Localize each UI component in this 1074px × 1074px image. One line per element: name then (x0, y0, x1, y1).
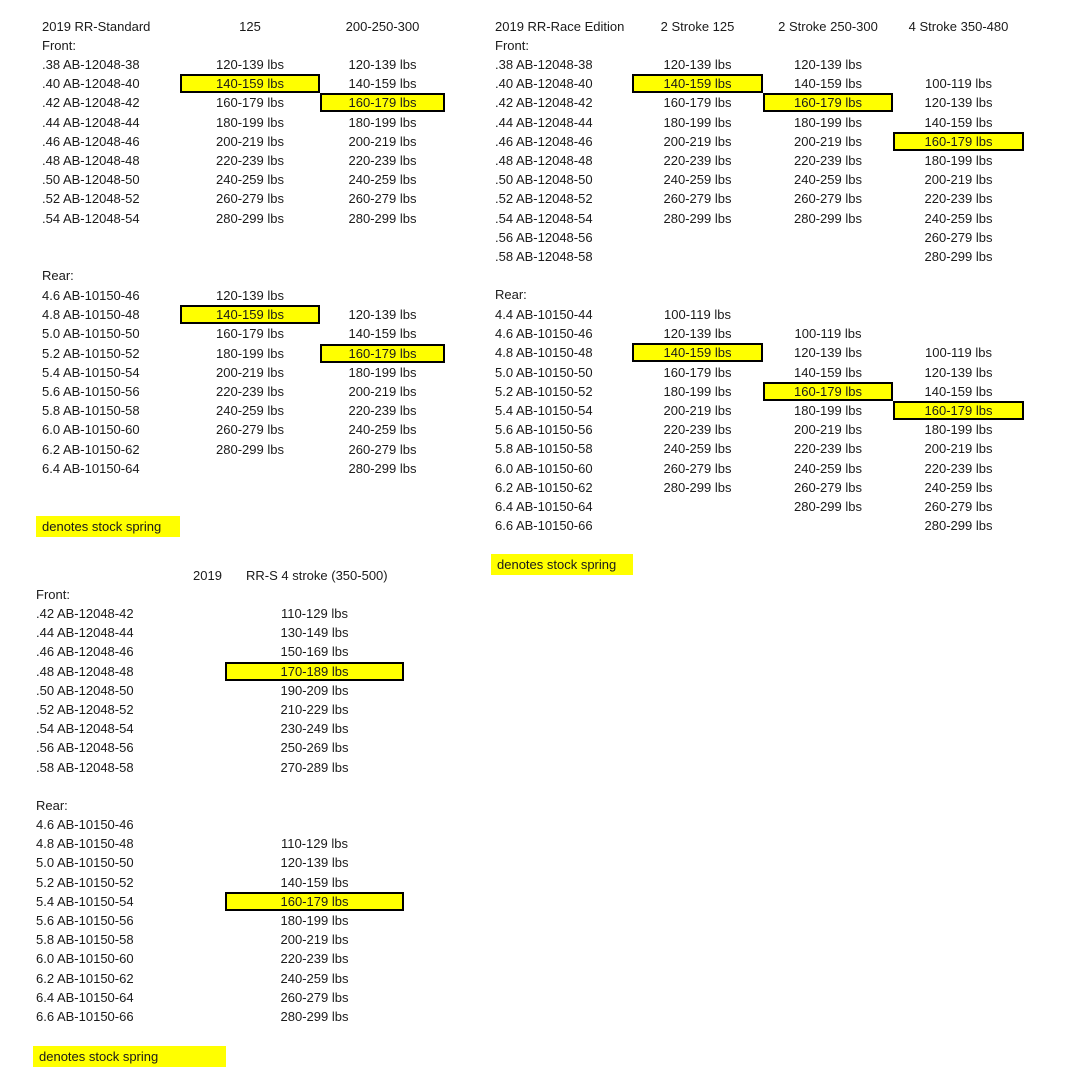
part-number: 4.8 AB-10150-48 (42, 307, 140, 323)
spring-rate-cell: 180-199 lbs (663, 114, 732, 130)
spring-rate-cell: 200-219 lbs (794, 422, 862, 438)
spring-rate-cell: 200-219 lbs (348, 133, 417, 149)
spring-rate-cell: 260-279 lbs (348, 441, 417, 457)
stock-spring-rate-cell: 160-179 lbs (893, 132, 1024, 151)
spring-rate-cell: 180-199 lbs (280, 913, 349, 928)
spring-rate-cell: 260-279 lbs (924, 229, 993, 245)
spring-rate-cell: 220-239 lbs (216, 153, 284, 168)
part-number: 6.0 AB-10150-60 (36, 951, 134, 967)
part-number: .54 AB-12048-54 (495, 210, 593, 226)
rrs-title-year: 2019 (193, 568, 222, 583)
rrs-rear-label: Rear: (36, 798, 68, 813)
spring-rate-cell: 180-199 lbs (216, 114, 284, 130)
part-number: 6.6 AB-10150-66 (36, 1009, 134, 1024)
spring-rate-cell: 240-259 lbs (348, 172, 417, 188)
spring-rate-cell: 120-139 lbs (794, 345, 862, 361)
spring-rate-cell: 110-129 lbs (281, 606, 348, 621)
spring-rate-cell: 180-199 lbs (348, 364, 417, 380)
standard-rear-label: Rear: (42, 268, 74, 283)
part-number: .52 AB-12048-52 (36, 702, 134, 717)
spring-rate-cell: 280-299 lbs (216, 441, 284, 457)
part-number: .48 AB-12048-48 (42, 153, 140, 168)
part-number: .38 AB-12048-38 (495, 57, 593, 72)
spring-rate-cell: 220-239 lbs (348, 403, 417, 419)
part-number: .56 AB-12048-56 (495, 229, 593, 245)
spring-rate-cell: 180-199 lbs (924, 153, 993, 168)
part-number: 6.0 AB-10150-60 (42, 422, 140, 438)
spring-rate-cell (180, 459, 320, 478)
spring-rate-cell (893, 305, 1024, 324)
spring-rate-cell: 240-259 lbs (663, 441, 732, 457)
spring-rate-cell: 280-299 lbs (794, 499, 862, 514)
spring-rate-cell (763, 228, 893, 247)
spring-rate-cell: 200-219 lbs (216, 133, 284, 149)
race-front-label: Front: (495, 38, 529, 53)
spring-rate-cell: 220-239 lbs (924, 191, 993, 207)
spring-rate-cell: 120-139 lbs (216, 57, 284, 72)
spring-rate-cell: 180-199 lbs (794, 114, 862, 130)
part-number: 5.8 AB-10150-58 (36, 932, 134, 948)
part-number: 5.6 AB-10150-56 (42, 384, 140, 399)
spring-rate-cell: 280-299 lbs (924, 518, 993, 534)
stock-spring-rate-cell: 160-179 lbs (320, 344, 445, 363)
spring-rate-cell (632, 247, 763, 266)
spring-rate-cell: 240-259 lbs (794, 460, 862, 476)
stock-spring-rate-cell: 160-179 lbs (763, 93, 893, 112)
spring-rate-cell (763, 305, 893, 324)
spring-rate-cell: 100-119 lbs (664, 307, 731, 322)
spring-rate-cell: 180-199 lbs (794, 403, 862, 418)
spring-rate-cell: 280-299 lbs (216, 210, 284, 226)
part-number: .52 AB-12048-52 (495, 191, 593, 207)
part-number: 6.4 AB-10150-64 (42, 460, 140, 476)
spring-rate-cell: 160-179 lbs (216, 326, 284, 342)
spring-rate-cell: 220-239 lbs (663, 422, 732, 438)
spring-rate-cell: 240-259 lbs (280, 970, 349, 986)
part-number: .38 AB-12048-38 (42, 57, 140, 72)
spring-rate-cell: 120-139 lbs (280, 855, 349, 871)
spring-rate-cell: 280-299 lbs (348, 210, 417, 226)
spring-rate-cell: 240-259 lbs (794, 172, 862, 188)
spring-rate-cell: 250-269 lbs (280, 740, 349, 756)
part-number: 6.2 AB-10150-62 (495, 479, 593, 495)
spring-rate-cell: 280-299 lbs (663, 210, 732, 226)
part-number: 4.4 AB-10150-44 (495, 307, 593, 322)
part-number: .40 AB-12048-40 (495, 76, 593, 92)
spring-rate-cell: 220-239 lbs (794, 153, 862, 168)
spring-rate-cell: 240-259 lbs (348, 422, 417, 438)
part-number: .46 AB-12048-46 (495, 133, 593, 149)
spring-rate-cell: 120-139 lbs (348, 57, 417, 72)
part-number: 5.4 AB-10150-54 (36, 893, 134, 909)
spring-rate-cell: 120-139 lbs (663, 326, 732, 342)
spring-rate-cell: 220-239 lbs (924, 460, 993, 476)
part-number: .44 AB-12048-44 (42, 114, 140, 130)
part-number: 5.2 AB-10150-52 (42, 345, 140, 361)
spring-rate-cell: 260-279 lbs (794, 191, 862, 207)
part-number: .46 AB-12048-46 (42, 133, 140, 149)
spring-rate-cell: 240-259 lbs (663, 172, 732, 188)
spring-rate-cell: 280-299 lbs (348, 460, 417, 476)
spring-rate-cell (763, 247, 893, 266)
spring-rate-cell: 200-219 lbs (924, 441, 993, 457)
part-number: .42 AB-12048-42 (495, 95, 593, 111)
spring-rate-cell: 140-159 lbs (794, 364, 862, 380)
part-number: .56 AB-12048-56 (36, 740, 134, 756)
spring-rate-cell: 140-159 lbs (348, 326, 417, 342)
spring-rate-cell: 240-259 lbs (216, 403, 284, 419)
spring-rate-cell: 140-159 lbs (924, 383, 993, 399)
spring-rate-cell (225, 815, 404, 834)
part-number: .44 AB-12048-44 (495, 114, 593, 130)
spring-rate-cell: 200-219 lbs (348, 384, 417, 399)
part-number: 5.0 AB-10150-50 (495, 364, 593, 380)
part-number: .58 AB-12048-58 (495, 249, 593, 264)
spring-rate-cell: 110-129 lbs (281, 836, 348, 852)
part-number: .54 AB-12048-54 (36, 721, 134, 737)
part-number: 6.6 AB-10150-66 (495, 518, 593, 534)
spring-rate-cell: 140-159 lbs (924, 114, 993, 130)
part-number: .48 AB-12048-48 (495, 153, 593, 168)
spring-rate-cell: 220-239 lbs (794, 441, 862, 457)
spring-rate-cell (893, 55, 1024, 74)
spring-rate-cell: 200-219 lbs (794, 133, 862, 149)
stock-spring-rate-cell: 140-159 lbs (180, 305, 320, 324)
spring-rate-cell: 180-199 lbs (216, 345, 284, 361)
race-col-2s125-header: 2 Stroke 125 (660, 19, 735, 34)
stock-spring-rate-cell: 140-159 lbs (180, 74, 320, 93)
spring-rate-cell: 120-139 lbs (216, 288, 284, 303)
spring-rate-cell: 100-119 lbs (925, 76, 992, 92)
stock-spring-rate-cell: 140-159 lbs (632, 343, 763, 362)
race-col-4s350-header: 4 Stroke 350-480 (908, 19, 1009, 34)
spring-rate-cell: 260-279 lbs (348, 191, 417, 207)
spring-rate-cell: 280-299 lbs (280, 1009, 349, 1024)
spring-rate-cell: 120-139 lbs (924, 95, 993, 111)
spring-rate-cell: 120-139 lbs (794, 57, 862, 72)
spring-rate-cell: 180-199 lbs (663, 383, 732, 399)
spring-rate-cell: 260-279 lbs (280, 989, 349, 1005)
part-number: .44 AB-12048-44 (36, 625, 134, 641)
stock-spring-rate-cell: 160-179 lbs (763, 382, 893, 401)
spring-rate-cell: 220-239 lbs (663, 153, 732, 168)
part-number: 6.2 AB-10150-62 (42, 441, 140, 457)
part-number: .40 AB-12048-40 (42, 76, 140, 92)
rrs-front-label: Front: (36, 587, 70, 602)
part-number: 5.6 AB-10150-56 (36, 913, 134, 928)
part-number: 4.8 AB-10150-48 (36, 836, 134, 852)
part-number: 6.4 AB-10150-64 (495, 499, 593, 514)
race-col-2s250-header: 2 Stroke 250-300 (778, 19, 878, 34)
spring-rate-cell: 230-249 lbs (280, 721, 349, 737)
part-number: 6.0 AB-10150-60 (495, 460, 593, 476)
part-number: .50 AB-12048-50 (36, 682, 134, 698)
spring-rate-cell: 260-279 lbs (663, 460, 732, 476)
part-number: 5.6 AB-10150-56 (495, 422, 593, 438)
stock-spring-rate-cell: 160-179 lbs (225, 892, 404, 911)
spring-rate-cell: 160-179 lbs (663, 95, 732, 111)
spring-rate-cell: 100-119 lbs (925, 345, 992, 361)
standard-col-125-header: 125 (239, 19, 261, 34)
spring-rate-cell: 160-179 lbs (216, 95, 284, 111)
spring-rate-cell: 200-219 lbs (663, 133, 732, 149)
spring-rate-cell: 280-299 lbs (924, 249, 993, 264)
spring-rate-cell (763, 516, 893, 535)
spring-rate-cell: 200-219 lbs (280, 932, 349, 948)
spring-rate-cell (320, 286, 445, 305)
part-number: .50 AB-12048-50 (42, 172, 140, 188)
part-number: 5.4 AB-10150-54 (42, 364, 140, 380)
part-number: 5.2 AB-10150-52 (495, 383, 593, 399)
spring-rate-cell (893, 324, 1024, 343)
spring-rate-cell: 240-259 lbs (924, 479, 993, 495)
standard-stock-legend: denotes stock spring (36, 516, 180, 537)
standard-front-label: Front: (42, 38, 76, 53)
spring-rate-cell: 120-139 lbs (924, 364, 993, 380)
rrs-title-model: RR-S 4 stroke (350-500) (246, 568, 388, 583)
spring-rate-cell: 260-279 lbs (794, 479, 862, 495)
spring-rate-cell: 280-299 lbs (794, 210, 862, 226)
spring-rate-cell: 120-139 lbs (348, 307, 417, 323)
stock-spring-rate-cell: 170-189 lbs (225, 662, 404, 681)
spring-rate-cell: 240-259 lbs (216, 172, 284, 188)
part-number: 6.4 AB-10150-64 (36, 989, 134, 1005)
part-number: .54 AB-12048-54 (42, 210, 140, 226)
standard-col-200-300-header: 200-250-300 (345, 19, 420, 34)
part-number: 5.4 AB-10150-54 (495, 403, 593, 418)
part-number: .50 AB-12048-50 (495, 172, 593, 188)
standard-title: 2019 RR-Standard (42, 19, 151, 34)
part-number: 4.8 AB-10150-48 (495, 345, 593, 361)
spring-rate-cell: 190-209 lbs (280, 682, 349, 698)
stock-spring-rate-cell: 140-159 lbs (632, 74, 763, 93)
part-number: .48 AB-12048-48 (36, 663, 134, 679)
spring-rate-cell: 150-169 lbs (280, 644, 349, 660)
spring-rate-cell: 200-219 lbs (663, 403, 732, 418)
spring-rate-cell: 220-239 lbs (348, 153, 417, 168)
part-number: .42 AB-12048-42 (42, 95, 140, 111)
spring-rate-cell: 240-259 lbs (924, 210, 993, 226)
spring-rate-cell: 180-199 lbs (348, 114, 417, 130)
part-number: .52 AB-12048-52 (42, 191, 140, 207)
part-number: .58 AB-12048-58 (36, 759, 134, 775)
race-title: 2019 RR-Race Edition (495, 19, 625, 34)
spring-rate-cell: 260-279 lbs (216, 422, 284, 438)
spring-rate-cell (632, 516, 763, 535)
part-number: 5.8 AB-10150-58 (495, 441, 593, 457)
stock-spring-rate-cell: 160-179 lbs (320, 93, 445, 112)
spring-rate-cell: 200-219 lbs (216, 364, 284, 380)
part-number: 5.2 AB-10150-52 (36, 874, 134, 890)
spring-rate-cell: 140-159 lbs (348, 76, 417, 92)
spring-rate-cell: 220-239 lbs (216, 384, 284, 399)
spring-rate-cell: 140-159 lbs (794, 76, 862, 92)
spring-rate-cell: 280-299 lbs (663, 479, 732, 495)
spring-rate-cell: 120-139 lbs (663, 57, 732, 72)
spring-rate-cell: 270-289 lbs (280, 759, 349, 775)
spring-rate-cell: 220-239 lbs (280, 951, 349, 967)
part-number: 5.8 AB-10150-58 (42, 403, 140, 419)
spring-rate-cell: 130-149 lbs (280, 625, 349, 641)
spring-rate-cell: 210-229 lbs (280, 702, 349, 717)
part-number: 5.0 AB-10150-50 (36, 855, 134, 871)
part-number: 5.0 AB-10150-50 (42, 326, 140, 342)
spring-rate-cell: 140-159 lbs (280, 874, 349, 890)
part-number: 4.6 AB-10150-46 (495, 326, 593, 342)
spring-rate-cell: 180-199 lbs (924, 422, 993, 438)
part-number: 4.6 AB-10150-46 (36, 817, 134, 832)
part-number: .42 AB-12048-42 (36, 606, 134, 621)
spring-rate-cell (632, 228, 763, 247)
spring-rate-cell: 100-119 lbs (794, 326, 862, 342)
rrs-stock-legend: denotes stock spring (33, 1046, 226, 1067)
stock-spring-rate-cell: 160-179 lbs (893, 401, 1024, 420)
spring-rate-cell (632, 497, 763, 516)
spring-rate-cell: 200-219 lbs (924, 172, 993, 188)
spring-rate-cell: 160-179 lbs (663, 364, 732, 380)
spring-rate-cell: 260-279 lbs (663, 191, 732, 207)
part-number: 4.6 AB-10150-46 (42, 288, 140, 303)
race-stock-legend: denotes stock spring (491, 554, 633, 575)
spring-rate-cell: 260-279 lbs (924, 499, 993, 514)
part-number: 6.2 AB-10150-62 (36, 970, 134, 986)
race-rear-label: Rear: (495, 287, 527, 302)
spring-rate-cell: 260-279 lbs (216, 191, 284, 207)
part-number: .46 AB-12048-46 (36, 644, 134, 660)
